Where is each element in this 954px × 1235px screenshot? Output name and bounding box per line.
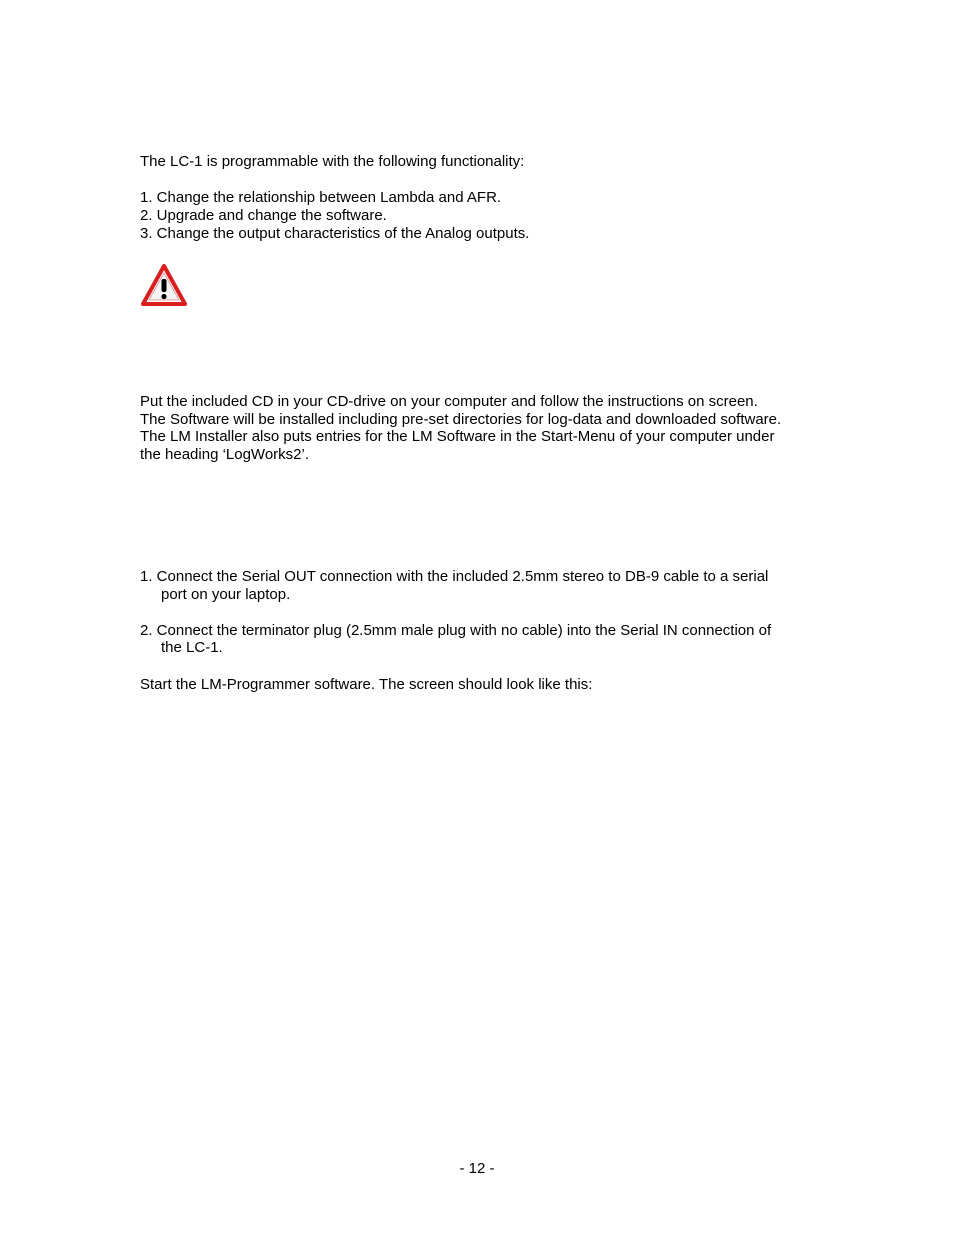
start-instruction: Start the LM-Programmer software. The screen should look like this: — [140, 676, 593, 693]
step-1-line-1: 1. Connect the Serial OUT connection with the included 2.5mm stereo to DB-9 cable to a serial — [140, 568, 769, 585]
install-line-3: The LM Installer also puts entries for the LM Software in the Start-Menu of your computer under — [140, 428, 775, 445]
install-line-4: the heading ‘LogWorks2’. — [140, 446, 309, 463]
step-2-line-1: 2. Connect the terminator plug (2.5mm male plug with no cable) into the Serial IN connection of — [140, 622, 772, 639]
feature-item-2: 2. Upgrade and change the software. — [140, 207, 387, 224]
intro-text: The LC-1 is programmable with the following functionality: — [140, 153, 525, 170]
feature-item-3: 3. Change the output characteristics of the Analog outputs. — [140, 225, 530, 242]
feature-item-1: 1. Change the relationship between Lambda and AFR. — [140, 189, 502, 206]
install-line-2: The Software will be installed including pre-set directories for log-data and downloaded software. — [140, 411, 782, 428]
step-2-line-2: the LC-1. — [161, 639, 223, 656]
page-number: - 12 - — [459, 1160, 495, 1177]
step-1-line-2: port on your laptop. — [161, 586, 291, 603]
install-line-1: Put the included CD in your CD-drive on your computer and follow the instructions on screen. — [140, 393, 758, 410]
warning-triangle-icon — [140, 263, 188, 307]
